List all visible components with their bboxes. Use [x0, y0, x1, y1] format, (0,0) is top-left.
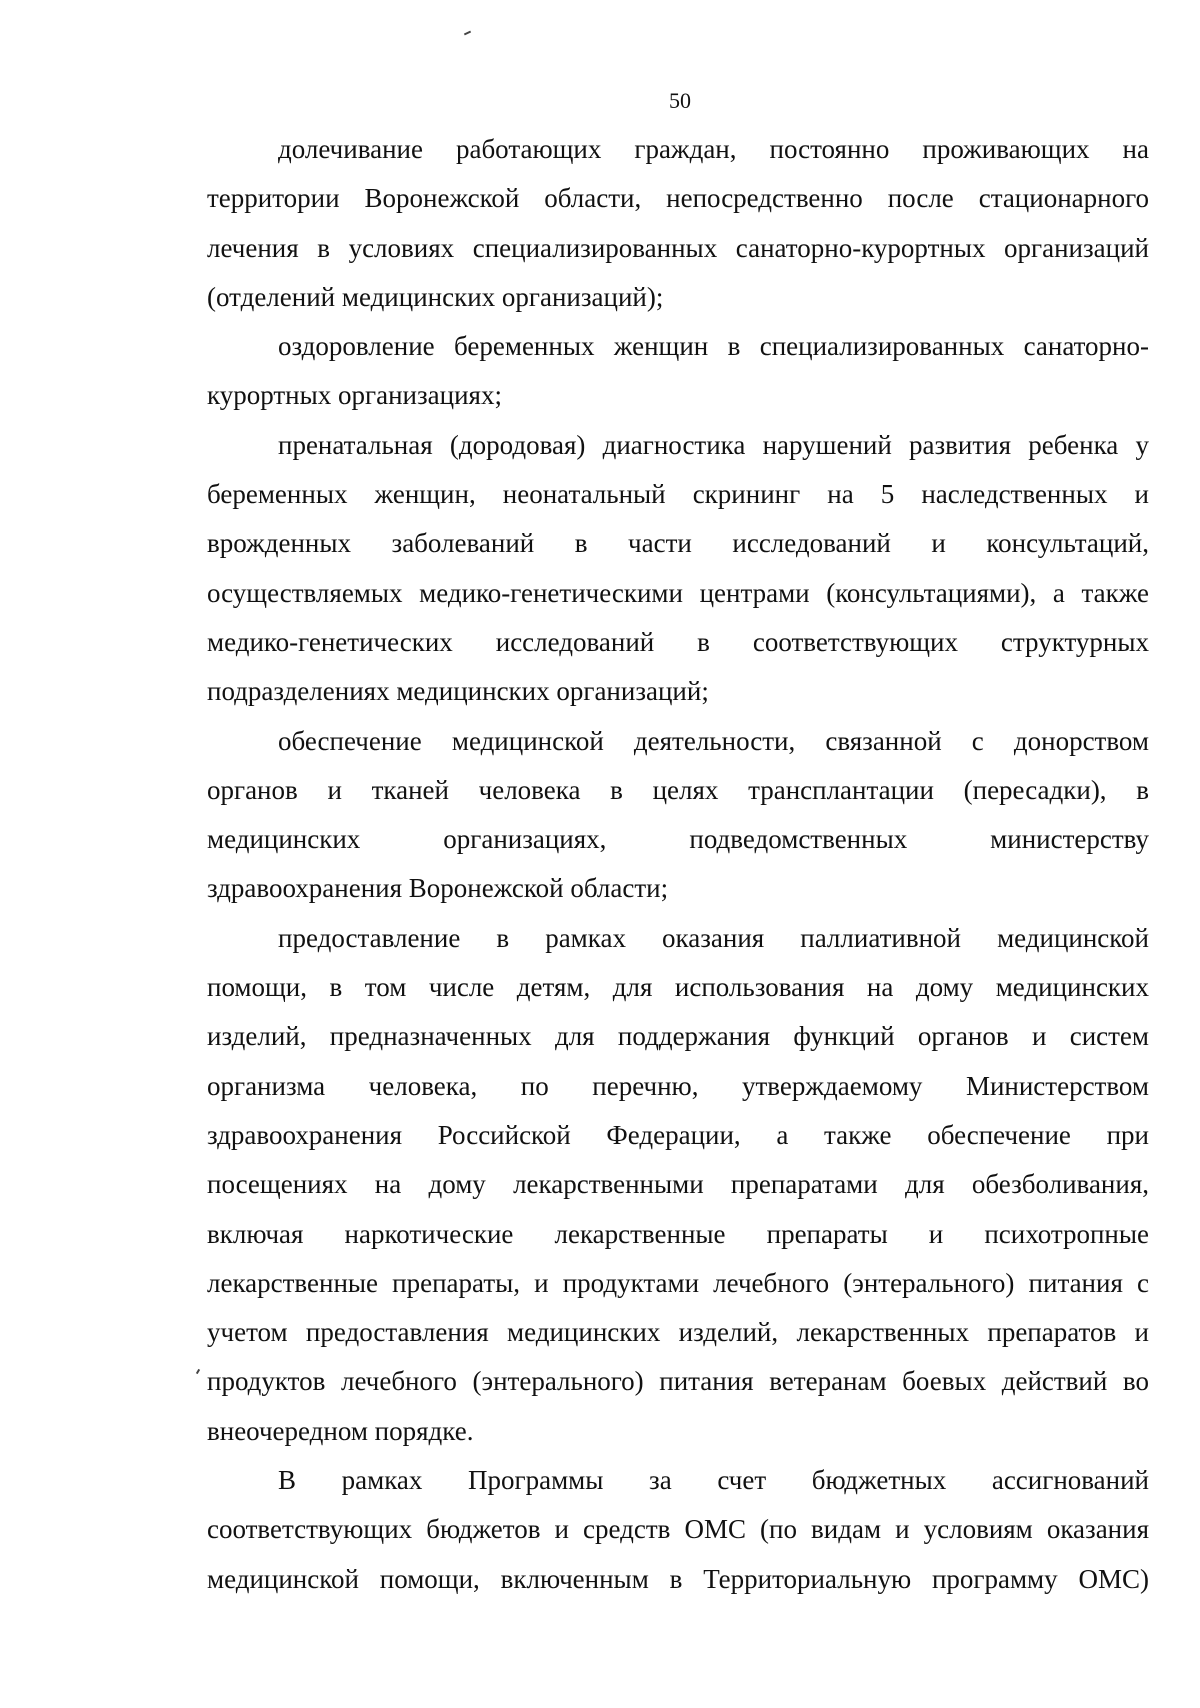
text-line: долечивание работающих граждан, постоянно проживающих на — [278, 134, 1149, 164]
text-line: здравоохранения Российской Федерации, а также обеспечение при — [207, 1119, 1149, 1150]
document-body — [207, 125, 1149, 1604]
text-line: внеочередном порядке. — [207, 1415, 474, 1446]
text-line: включая наркотические лекарственные препараты и психотропные — [207, 1218, 1149, 1249]
text-line: подразделениях медицинских организаций; — [207, 676, 709, 707]
page-number: 50 — [669, 88, 691, 113]
scan-artifact-mark — [196, 1369, 200, 1374]
text-line: изделий, предназначенных для поддержания функций органов и систем — [207, 1021, 1149, 1052]
text-line: (отделений медицинских организаций); — [207, 281, 664, 312]
text-line: медицинской помощи, включенным в Территориальную программу ОМС) — [207, 1563, 1149, 1594]
text-line: продуктов лечебного (энтерального) питания ветеранам боевых действий во — [207, 1366, 1149, 1397]
text-line: организма человека, по перечню, утверждаемому Министерством — [207, 1070, 1149, 1101]
text-line: беременных женщин, неонатальный скрининг на 5 наследственных и — [207, 479, 1149, 510]
text-line: соответствующих бюджетов и средств ОМС (по видам и условиям оказания — [207, 1514, 1149, 1545]
text-line: осуществляемых медико-генетическими центрами (консультациями), а также — [207, 577, 1149, 608]
text-line: медицинских организациях, подведомственных министерству — [207, 824, 1149, 855]
text-line: обеспечение медицинской деятельности, связанной с донорством — [278, 725, 1149, 756]
text-line: лечения в условиях специализированных санаторно-курортных организаций — [207, 232, 1149, 263]
text-line: оздоровление беременных женщин в специализированных санаторно- — [278, 331, 1149, 362]
text-line: учетом предоставления медицинских изделий, лекарственных препаратов и — [207, 1317, 1149, 1348]
text-line: здравоохранения Воронежской области; — [207, 873, 669, 904]
text-line: территории Воронежской области, непосредственно после стационарного — [207, 183, 1149, 214]
text-line: лекарственные препараты, и продуктами лечебного (энтерального) питания с — [207, 1267, 1149, 1298]
text-line: врожденных заболеваний в части исследований и консультаций, — [207, 528, 1149, 559]
text-line: органов и тканей человека в целях трансплантации (пересадки), в — [207, 774, 1149, 805]
text-line: В рамках Программы за счет бюджетных ассигнований — [278, 1465, 1149, 1496]
text-line: пренатальная (дородовая) диагностика нарушений развития ребенка у — [278, 429, 1149, 460]
text-line: медико-генетических исследований в соответствующих структурных — [207, 626, 1149, 657]
scan-artifact-mark — [464, 31, 471, 36]
text-line: посещениях на дому лекарственными препаратами для обезболивания, — [207, 1169, 1149, 1200]
text-line: предоставление в рамках оказания паллиативной медицинской — [278, 922, 1149, 953]
text-line: курортных организациях; — [207, 380, 502, 411]
text-line: помощи, в том числе детям, для использования на дому медицинских — [207, 972, 1149, 1003]
